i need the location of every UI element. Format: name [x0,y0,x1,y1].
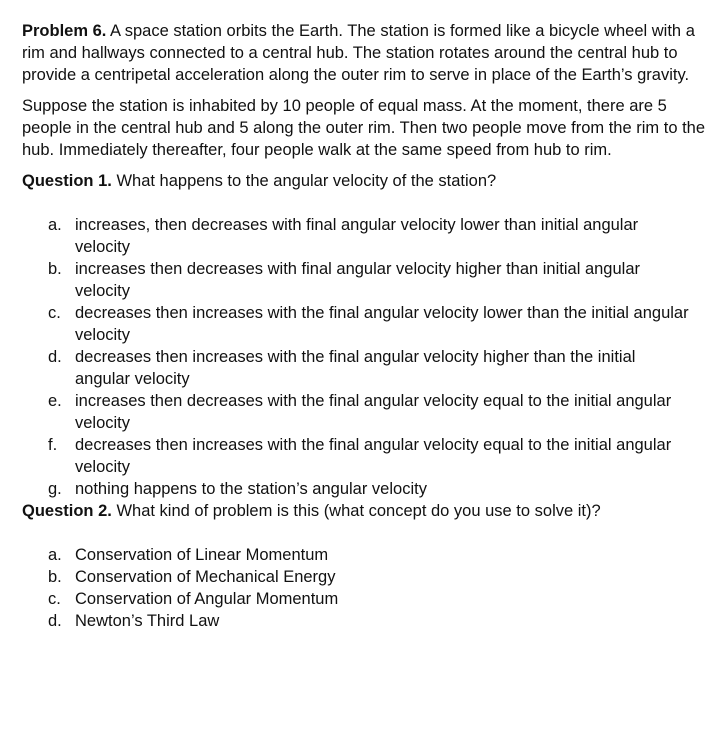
question-2-choice-d[interactable] [22,610,708,632]
question-1-choice-f[interactable] [22,434,708,478]
question-2-choice-b[interactable] [22,566,708,588]
problem-intro-text: A space station orbits the Earth. The station is formed like a bicycle wheel with a rim and hallways connected to a central hub. The station rotates around the central hub to provide a centripetal acceleration along the outer rim to serve in place of the Earth’s gravity. [22,22,695,84]
choice-letter: a. [48,216,62,234]
choice-text: nothing happens to the station’s angular velocity [75,480,427,498]
choice-text: increases, then decreases with final angular velocity lower than initial angular velocity [75,216,639,256]
question-1-choices [22,214,708,500]
problem-intro-paragraph [22,20,708,86]
question-2-heading: Question 2. [22,502,112,520]
question-1-choice-c[interactable] [22,302,708,346]
choice-text: decreases then increases with the final angular velocity lower than the initial angular velocity [75,304,689,344]
choice-letter: d. [48,612,62,630]
question-1-choice-d[interactable] [22,346,708,390]
problem-scenario-paragraph: Suppose the station is inhabited by 10 people of equal mass. At the moment, there are 5 people in the central hub and 5 along the outer rim. Then two people move from the rim to the hub. Immediately thereafter, four people walk at the same speed from hub to rim. [22,97,706,159]
choice-letter: a. [48,546,62,564]
question-1-choice-g[interactable] [22,478,708,500]
question-2-choices [22,544,708,632]
question-1-choice-b[interactable] [22,258,708,302]
choice-letter: g. [48,480,62,498]
choice-text: Newton’s Third Law [75,612,220,630]
question-1-choice-e[interactable] [22,390,708,434]
question-1 [22,170,708,192]
question-1-text: What happens to the angular velocity of the station? [111,172,497,190]
question-2-text: What kind of problem is this (what concept do you use to solve it)? [111,502,601,520]
question-1-heading: Question 1. [22,172,112,190]
choice-text: increases then decreases with the final angular velocity equal to the initial angular velocity [75,392,672,432]
question-2-choice-c[interactable] [22,588,708,610]
problem-heading: Problem 6. [22,22,107,40]
choice-text: increases then decreases with final angular velocity higher than initial angular velocity [75,260,640,300]
question-1-choice-a[interactable] [22,214,708,258]
choice-letter: d. [48,348,62,366]
choice-text: Conservation of Linear Momentum [75,546,329,564]
choice-letter: c. [48,304,61,322]
choice-text: Conservation of Mechanical Energy [75,568,336,586]
choice-letter: b. [48,260,62,278]
question-2-choice-a[interactable] [22,544,708,566]
choice-letter: f. [48,436,58,454]
choice-text: Conservation of Angular Momentum [75,590,339,608]
choice-text: decreases then increases with the final angular velocity higher than the initial angular velocity [75,348,636,388]
choice-text: decreases then increases with the final angular velocity equal to the initial angular velocity [75,436,672,476]
question-2 [22,500,708,522]
choice-letter: e. [48,392,62,410]
choice-letter: b. [48,568,62,586]
choice-letter: c. [48,590,61,608]
